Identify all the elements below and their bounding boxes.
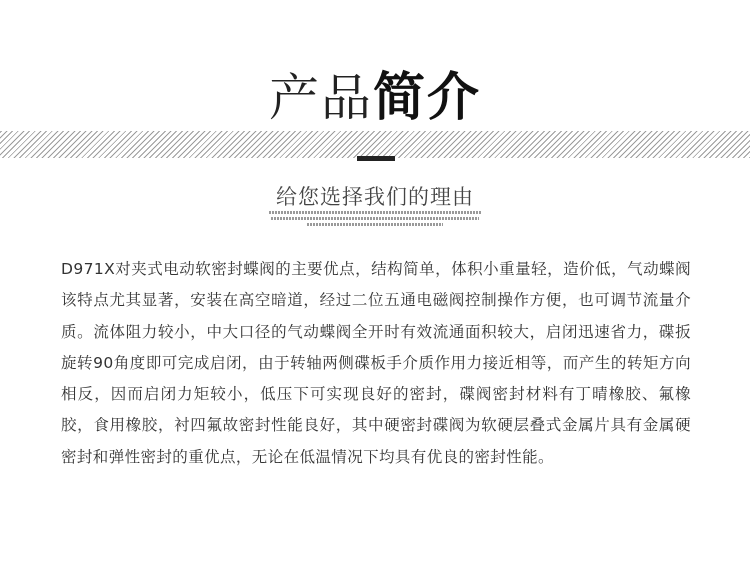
page-title	[261, 68, 489, 128]
subtitle: 给您选择我们的理由	[276, 185, 474, 209]
fine-print-line	[271, 217, 479, 220]
product-description: D971X对夹式电动软密封蝶阀的主要优点，结构简单，体积小重量轻，造价低，气动蝶阀该特点尤其显著，安装在高空暗道，经过二位五通电磁阀控制操作方便，也可调节流量介质。流体阻力较小，中大口径的气动蝶阀全开时有效流通面积较大，启闭迅速省力，碟扳旋转90角度即可完成启闭，由于转轴两侧碟板手介质作用力接近相等，而产生的转矩方向相反，因而启闭力矩较小，低压下可实现良好的密封，碟阀密封材料有丁晴橡胶、氟橡胶，食用橡胶，衬四氟故密封性能良好，其中硬密封碟阀为软硬层叠式金属片具有金属硬密封和弹性密封的重优点，无论在低温情况下均具有优良的密封性能。	[61, 260, 691, 466]
fine-print-line	[269, 211, 481, 214]
decorative-fine-print	[0, 211, 750, 229]
title-container	[0, 62, 750, 134]
fine-print-line	[307, 223, 443, 226]
title-accent-bar	[357, 156, 395, 161]
title-bold-part: 简介	[372, 68, 481, 128]
title-light-part: 产品	[268, 69, 373, 127]
hatched-divider-band	[0, 131, 750, 158]
